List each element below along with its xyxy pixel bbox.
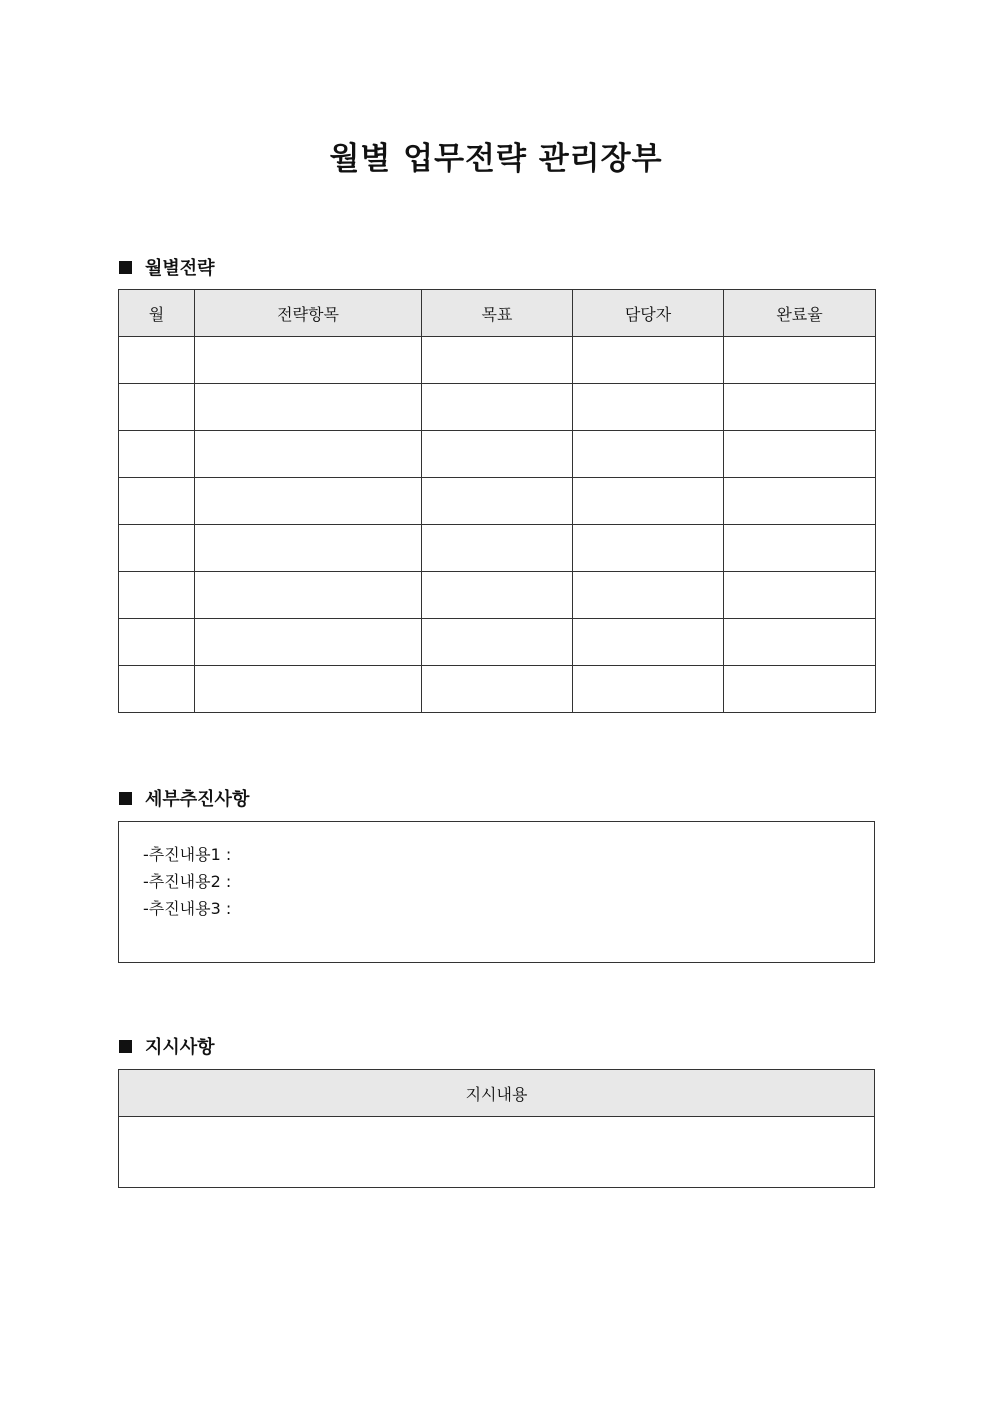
month-cell[interactable] <box>119 337 195 384</box>
completion-cell[interactable] <box>724 619 876 666</box>
owner-cell[interactable] <box>573 666 724 713</box>
detail-items-box[interactable] <box>118 821 875 963</box>
completion-cell[interactable] <box>724 337 876 384</box>
strategy-item-cell[interactable] <box>195 478 422 525</box>
table-header-row <box>119 1070 875 1117</box>
column-header-month: 월 <box>119 290 195 337</box>
owner-cell[interactable] <box>573 478 724 525</box>
section-heading-label: 세부추진사항 <box>145 789 250 810</box>
table-row <box>119 337 876 384</box>
table-row <box>119 666 876 713</box>
goal-cell[interactable] <box>422 431 573 478</box>
month-cell[interactable] <box>119 572 195 619</box>
completion-cell[interactable] <box>724 666 876 713</box>
detail-line-2: -추진내용2 : <box>143 872 232 891</box>
table-row <box>119 525 876 572</box>
square-bullet-icon <box>119 261 132 274</box>
owner-cell[interactable] <box>573 572 724 619</box>
goal-cell[interactable] <box>422 619 573 666</box>
column-header-completion: 완료율 <box>724 290 876 337</box>
section-heading-monthly-strategy <box>119 254 215 280</box>
section-heading-label: 지시사항 <box>145 1037 215 1058</box>
strategy-item-cell[interactable] <box>195 337 422 384</box>
instruction-content-cell[interactable] <box>119 1117 875 1188</box>
monthly-strategy-table <box>118 289 876 713</box>
month-cell[interactable] <box>119 525 195 572</box>
column-header-owner: 담당자 <box>573 290 724 337</box>
month-cell[interactable] <box>119 478 195 525</box>
table-row <box>119 478 876 525</box>
month-cell[interactable] <box>119 431 195 478</box>
owner-cell[interactable] <box>573 337 724 384</box>
column-header-goal: 목표 <box>422 290 573 337</box>
completion-cell[interactable] <box>724 525 876 572</box>
strategy-item-cell[interactable] <box>195 666 422 713</box>
month-cell[interactable] <box>119 666 195 713</box>
goal-cell[interactable] <box>422 478 573 525</box>
month-cell[interactable] <box>119 384 195 431</box>
section-heading-instructions <box>119 1033 215 1059</box>
section-heading-detail-items <box>119 785 249 811</box>
strategy-item-cell[interactable] <box>195 384 422 431</box>
column-header-instruction-content: 지시내용 <box>119 1070 875 1117</box>
column-header-strategy-item: 전략항목 <box>195 290 422 337</box>
goal-cell[interactable] <box>422 666 573 713</box>
completion-cell[interactable] <box>724 572 876 619</box>
completion-cell[interactable] <box>724 384 876 431</box>
owner-cell[interactable] <box>573 431 724 478</box>
strategy-item-cell[interactable] <box>195 619 422 666</box>
table-row <box>119 1117 875 1188</box>
owner-cell[interactable] <box>573 384 724 431</box>
table-header-row <box>119 290 876 337</box>
detail-line-1: -추진내용1 : <box>143 845 232 864</box>
detail-line-3: -추진내용3 : <box>143 899 232 918</box>
strategy-item-cell[interactable] <box>195 572 422 619</box>
table-row <box>119 384 876 431</box>
goal-cell[interactable] <box>422 384 573 431</box>
goal-cell[interactable] <box>422 337 573 384</box>
goal-cell[interactable] <box>422 525 573 572</box>
strategy-item-cell[interactable] <box>195 431 422 478</box>
section-heading-label: 월별전략 <box>145 258 215 279</box>
goal-cell[interactable] <box>422 572 573 619</box>
month-cell[interactable] <box>119 619 195 666</box>
square-bullet-icon <box>119 792 132 805</box>
table-row <box>119 619 876 666</box>
completion-cell[interactable] <box>724 431 876 478</box>
square-bullet-icon <box>119 1040 132 1053</box>
owner-cell[interactable] <box>573 525 724 572</box>
document-title: 월별 업무전략 관리장부 <box>329 141 663 177</box>
table-row <box>119 572 876 619</box>
completion-cell[interactable] <box>724 478 876 525</box>
strategy-item-cell[interactable] <box>195 525 422 572</box>
table-row <box>119 431 876 478</box>
owner-cell[interactable] <box>573 619 724 666</box>
instructions-table <box>118 1069 875 1188</box>
